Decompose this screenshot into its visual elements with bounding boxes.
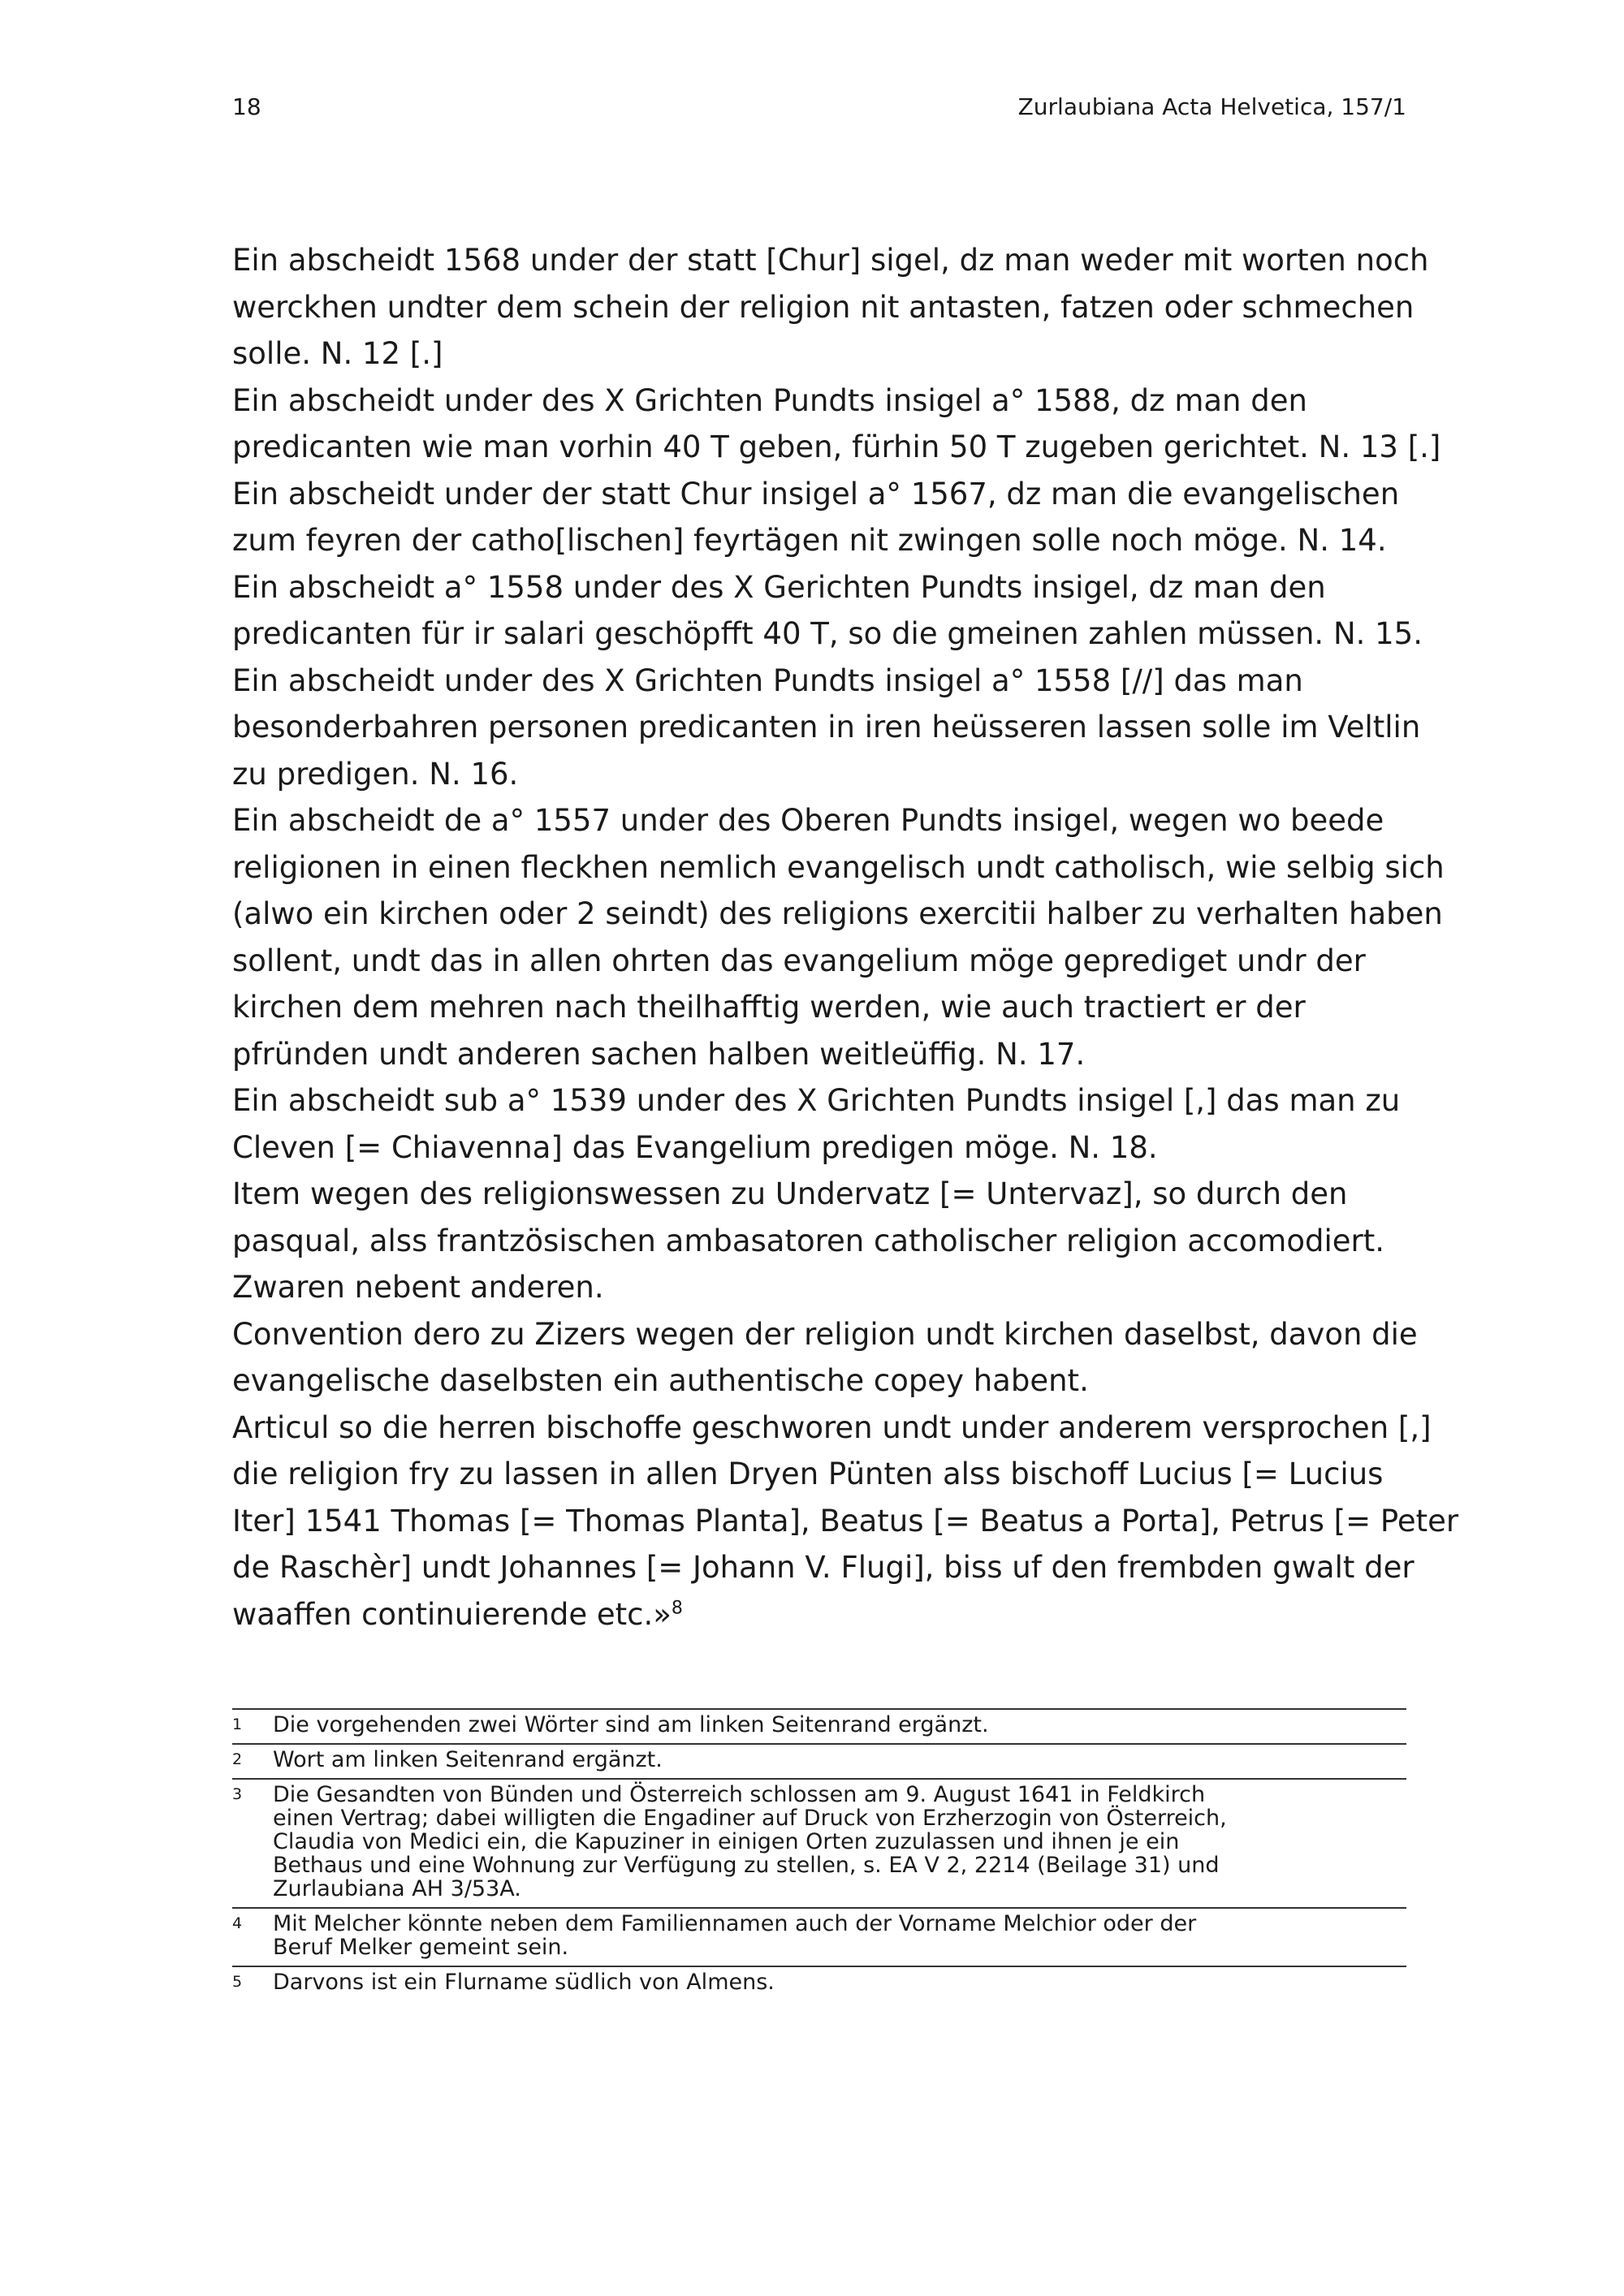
- text-line: religionen in einen fleckhen nemlich evangelisch undt catholisch, wie selbig sich: [232, 849, 1445, 885]
- footnote-text: [273, 1970, 1406, 1994]
- footnote-line: Mit Melcher könnte neben dem Familiennamen auch der Vorname Melchior oder der: [273, 1911, 1197, 1936]
- footnote-line: Bethaus und eine Wohnung zur Verfügung zu stellen, s. EA V 2, 2214 (Beilage 31) und: [273, 1853, 1220, 1878]
- text-line: pfründen undt anderen sachen halben weitleüffig. N. 17.: [232, 1036, 1086, 1072]
- text-line: Ein abscheidt de a° 1557 under des Oberen Pundts insigel, wegen wo beede: [232, 803, 1384, 838]
- text-line: Zwaren nebent anderen.: [232, 1270, 604, 1305]
- footnote-line: Claudia von Medici ein, die Kapuziner in einigen Orten zuzulassen und ihnen je ein: [273, 1829, 1180, 1854]
- footnote-text: [273, 1748, 1406, 1772]
- footnote-marker: 2: [232, 1750, 243, 1768]
- footnotes: [232, 1708, 1406, 2000]
- footnote-marker: 3: [232, 1785, 243, 1803]
- text-line: Articul so die herren bischoffe geschworen undt under anderem versprochen [,]: [232, 1409, 1432, 1445]
- text-line: Ein abscheidt under des X Grichten Pundts insigel a° 1558 [//] das man: [232, 662, 1303, 698]
- text-line: Cleven [= Chiavenna] das Evangelium predigen möge. N. 18.: [232, 1129, 1158, 1165]
- text-line: zu predigen. N. 16.: [232, 756, 519, 792]
- text-line: Ein abscheidt 1568 under der statt [Chur] sigel, dz man weder mit worten noch: [232, 243, 1429, 278]
- footnote-line: Zurlaubiana AH 3/53A.: [273, 1876, 521, 1901]
- text-line: Item wegen des religionswessen zu Undervatz [= Untervaz], so durch den: [232, 1176, 1348, 1211]
- text-line: sollent, undt das in allen ohrten das evangelium möge geprediget undr der: [232, 943, 1366, 978]
- running-title: Zurlaubiana Acta Helvetica, 157/1: [1017, 93, 1406, 120]
- footnote-2: [232, 1743, 1406, 1778]
- text-line: Ein abscheidt a° 1558 under des X Gerichten Pundts insigel, dz man den: [232, 569, 1326, 605]
- footnote-reference[interactable]: 8: [671, 1598, 683, 1619]
- footnote-line: Wort am linken Seitenrand ergänzt.: [273, 1747, 663, 1772]
- footnote-text: [273, 1783, 1406, 1901]
- footnote-line: Die vorgehenden zwei Wörter sind am linken Seitenrand ergänzt.: [273, 1712, 989, 1737]
- text-line: predicanten wie man vorhin 40 T geben, fürhin 50 T zugeben gerichtet. N. 13 [.]: [232, 429, 1441, 464]
- text-line: Convention dero zu Zizers wegen der religion undt kirchen daselbst, davon die: [232, 1316, 1418, 1352]
- footnote-line: Beruf Melker gemeint sein.: [273, 1935, 569, 1960]
- text-line: solle. N. 12 [.]: [232, 336, 443, 371]
- text-line: Ein abscheidt sub a° 1539 under des X Grichten Pundts insigel [,] das man zu: [232, 1083, 1401, 1118]
- text-line-last: [232, 1591, 1410, 1638]
- text-line: Ein abscheidt under des X Grichten Pundts insigel a° 1588, dz man den: [232, 382, 1307, 418]
- page-number: 18: [232, 93, 261, 120]
- text-line: besonderbahren personen predicanten in iren heüsseren lassen solle im Veltlin: [232, 710, 1421, 744]
- footnote-marker: 1: [232, 1716, 243, 1733]
- footnote-text: [273, 1912, 1406, 1959]
- text-line: Ein abscheidt under der statt Chur insigel a° 1567, dz man die evangelischen: [232, 476, 1400, 511]
- footnote-marker: 4: [232, 1914, 243, 1932]
- footnote-line: einen Vertrag; dabei willigten die Engadiner auf Druck von Erzherzogin von Österreich,: [273, 1806, 1227, 1831]
- footnote-line: Darvons ist ein Flurname südlich von Almens.: [273, 1970, 775, 1995]
- text-line: zum feyren der catho[lischen] feyrtägen nit zwingen solle noch möge. N. 14.: [232, 523, 1387, 558]
- text-line: (alwo ein kirchen oder 2 seindt) des religions exercitii halber zu verhalten haben: [232, 896, 1443, 931]
- text-line: predicanten für ir salari geschöpfft 40 T, so die gmeinen zahlen müssen. N. 15.: [232, 616, 1423, 651]
- text-line: kirchen dem mehren nach theilhafftig werden, wie auch tractiert er der: [232, 990, 1306, 1025]
- footnote-1: [232, 1708, 1406, 1743]
- main-text: [232, 237, 1459, 1638]
- text-line: werckhen undter dem schein der religion nit antasten, fatzen oder schmechen: [232, 289, 1415, 325]
- footnote-text: [273, 1713, 1406, 1737]
- text-line-content: waaffen continuierende etc.»: [232, 1596, 672, 1632]
- footnote-4: [232, 1907, 1406, 1966]
- text-line: die religion fry zu lassen in allen Dryen Pünten alss bischoff Lucius [= Lucius: [232, 1457, 1384, 1491]
- footnote-line: Die Gesandten von Bünden und Österreich schlossen am 9. August 1641 in Feldkirch: [273, 1782, 1206, 1807]
- footnote-marker: 5: [232, 1973, 243, 1991]
- text-line: Iter] 1541 Thomas [= Thomas Planta], Beatus [= Beatus a Porta], Petrus [= Peter: [232, 1503, 1459, 1539]
- footnote-3: [232, 1778, 1406, 1907]
- footnote-5: [232, 1966, 1406, 2000]
- text-line: pasqual, alss frantzösischen ambasatoren catholischer religion accomodiert.: [232, 1223, 1384, 1258]
- text-line: evangelische daselbsten ein authentische copey habent.: [232, 1363, 1089, 1398]
- text-line: de Raschèr] undt Johannes [= Johann V. Flugi], biss uf den frembden gwalt der: [232, 1550, 1415, 1585]
